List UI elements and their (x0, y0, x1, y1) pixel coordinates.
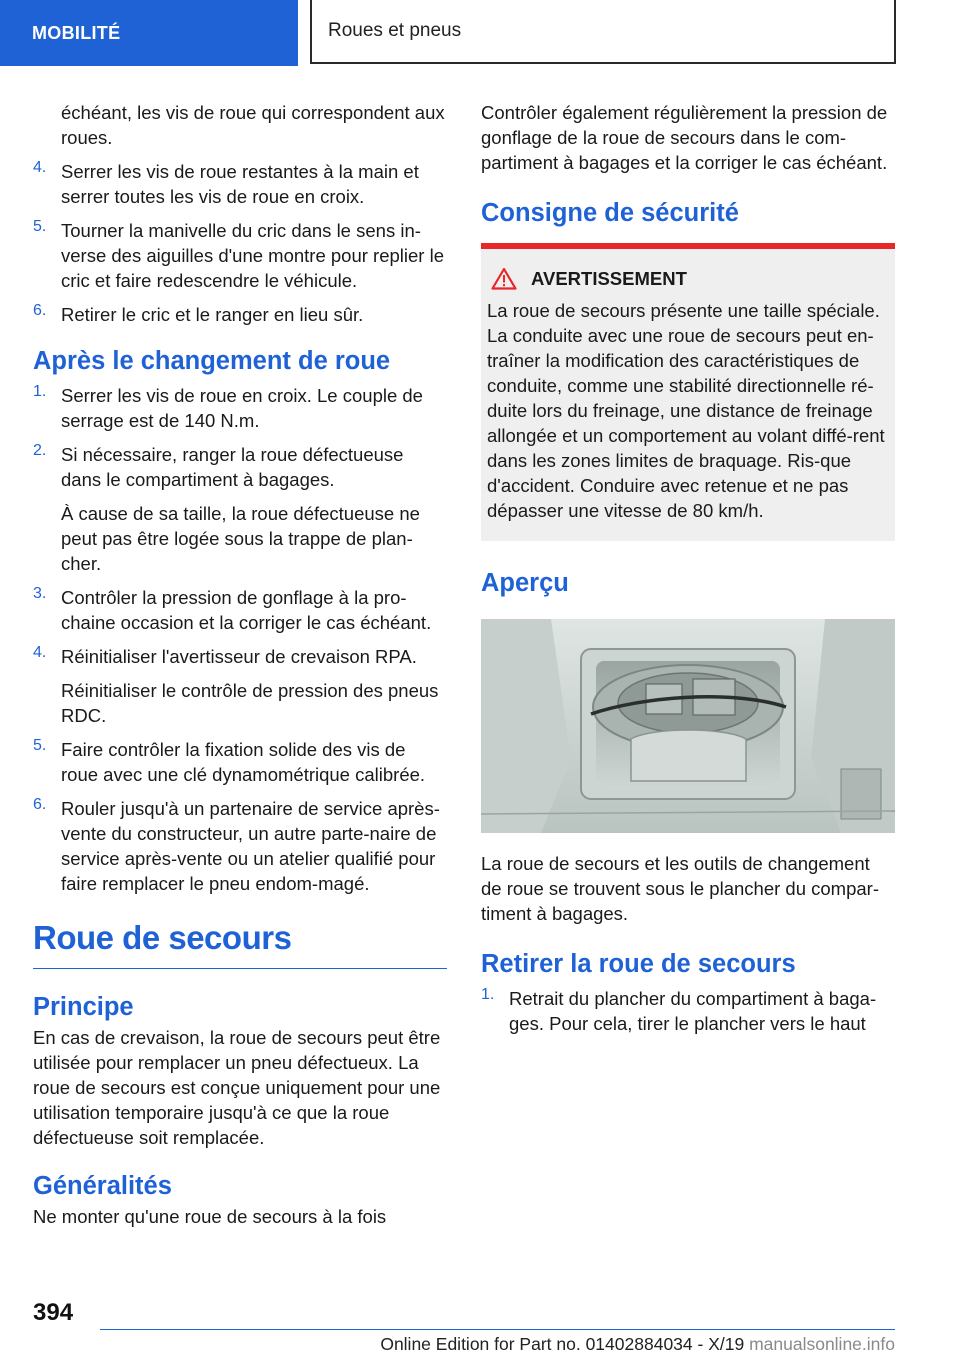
list-item (33, 737, 447, 787)
warning-box (481, 243, 895, 541)
chapter-title: Roues et pneus (310, 0, 896, 64)
page-header (0, 0, 960, 66)
step-number: 2. (33, 442, 47, 459)
list-item (33, 218, 447, 293)
list-item (33, 302, 447, 327)
page-number: 394 (33, 1299, 74, 1326)
step-text: Faire contrôler la fixation solide des vis de roue avec une clé dynamométrique calibrée. (61, 739, 426, 785)
list-item (33, 442, 447, 492)
step-text: Serrer les vis de roue restantes à la main et serrer toutes les vis de roue en croix. (61, 161, 419, 207)
list-item (33, 644, 447, 669)
after-change-heading: Après le changement de roue (33, 347, 391, 375)
overview-heading: Aperçu (481, 569, 569, 597)
edition-text: Online Edition for Part no. 01402884034 - X/19 (380, 1334, 750, 1354)
step-text: Réinitialiser l'avertisseur de crevaison RPA. (61, 646, 417, 667)
step-text: Serrer les vis de roue en croix. Le couple de serrage est de 140 N.m. (61, 385, 423, 431)
step-text: Contrôler la pression de gonflage à la pro-chaine occasion et la corriger le cas échéant. (61, 587, 432, 633)
section-tab[interactable]: MOBILITÉ (0, 0, 298, 66)
remove-spare-heading: Retirer la roue de secours (481, 950, 796, 978)
intro-text: Contrôler également régulièrement la pression de gonflage de la roue de secours dans le com-partiment à bagages et la corriger le cas échéant. (481, 102, 888, 173)
spare-wheel-heading: Roue de secours (33, 918, 447, 969)
step-number: 1. (481, 986, 495, 1003)
step-number: 5. (33, 737, 47, 754)
step-text: Retirer le cric et le ranger en lieu sûr. (61, 304, 364, 325)
principle-text: En cas de crevaison, la roue de secours peut être utilisée pour remplacer un pneu défectueux. La roue de secours est conçue uniquement pour une utilisation temporaire jusqu'à ce que la roue défectueuse soit remplacée. (33, 1027, 441, 1148)
trunk-spare-wheel-photo (481, 619, 895, 833)
step-number: 3. (33, 585, 47, 602)
list-item (481, 986, 895, 1036)
step-number: 1. (33, 383, 47, 400)
step-text: Tourner la manivelle du cric dans le sens in-verse des aiguilles d'une montre pour replier le cric et faire redescendre le véhicule. (61, 220, 444, 291)
step-text: Si nécessaire, ranger la roue défectueuse dans le compartiment à bagages. (61, 444, 404, 490)
step-number: 4. (33, 159, 47, 176)
step-number: 4. (33, 644, 47, 661)
warning-header (487, 267, 885, 290)
step-number: 5. (33, 218, 47, 235)
step-text: Rouler jusqu'à un partenaire de service après-vente du constructeur, un autre parte-naire de service après-vente ou un atelier qualifié pour faire remplacer le pneu endom-magé. (61, 798, 440, 894)
step-number: 6. (33, 302, 47, 319)
warning-text: La roue de secours présente une taille spéciale. La conduite avec une roue de secours peut en-traîner la modification des caractéristiques de conduite, comme une stabilité directionnelle ré-duite lors du freinage, une distance de freinage allongée et un comportement au volant diffé-rent dans les zones limites de braquage. Ris-que d'accident. Conduire avec retenue et ne pas dépasser une vitesse de 80 km/h. (487, 300, 885, 521)
general-text: Ne monter qu'une roue de secours à la fois (33, 1206, 387, 1227)
footer-edition (300, 1334, 895, 1355)
step-note: Réinitialiser le contrôle de pression des pneus RDC. (61, 680, 439, 726)
warning-title: AVERTISSEMENT (531, 267, 687, 289)
step-number: 6. (33, 796, 47, 813)
watermark: manualsonline.info (749, 1334, 895, 1354)
safety-heading: Consigne de sécurité (481, 199, 739, 227)
list-item (33, 383, 447, 433)
step-text: Retrait du plancher du compartiment à baga-ges. Pour cela, tirer le plancher vers le haut (509, 988, 877, 1034)
footer-divider (100, 1329, 895, 1330)
step-note: À cause de sa taille, la roue défectueuse ne peut pas être logée sous la trappe de plan-cher. (61, 503, 420, 574)
general-heading: Généralités (33, 1172, 172, 1200)
intro-continuation: échéant, les vis de roue qui correspondent aux roues. (61, 102, 445, 148)
left-column (33, 100, 447, 1229)
right-column (481, 100, 895, 1045)
list-item (33, 159, 447, 209)
principle-heading: Principe (33, 993, 134, 1021)
list-item (33, 585, 447, 635)
photo-caption: La roue de secours et les outils de changement de roue se trouvent sous le plancher du compar-timent à bagages. (481, 853, 879, 924)
warning-triangle-icon (491, 267, 517, 290)
list-item (33, 796, 447, 896)
